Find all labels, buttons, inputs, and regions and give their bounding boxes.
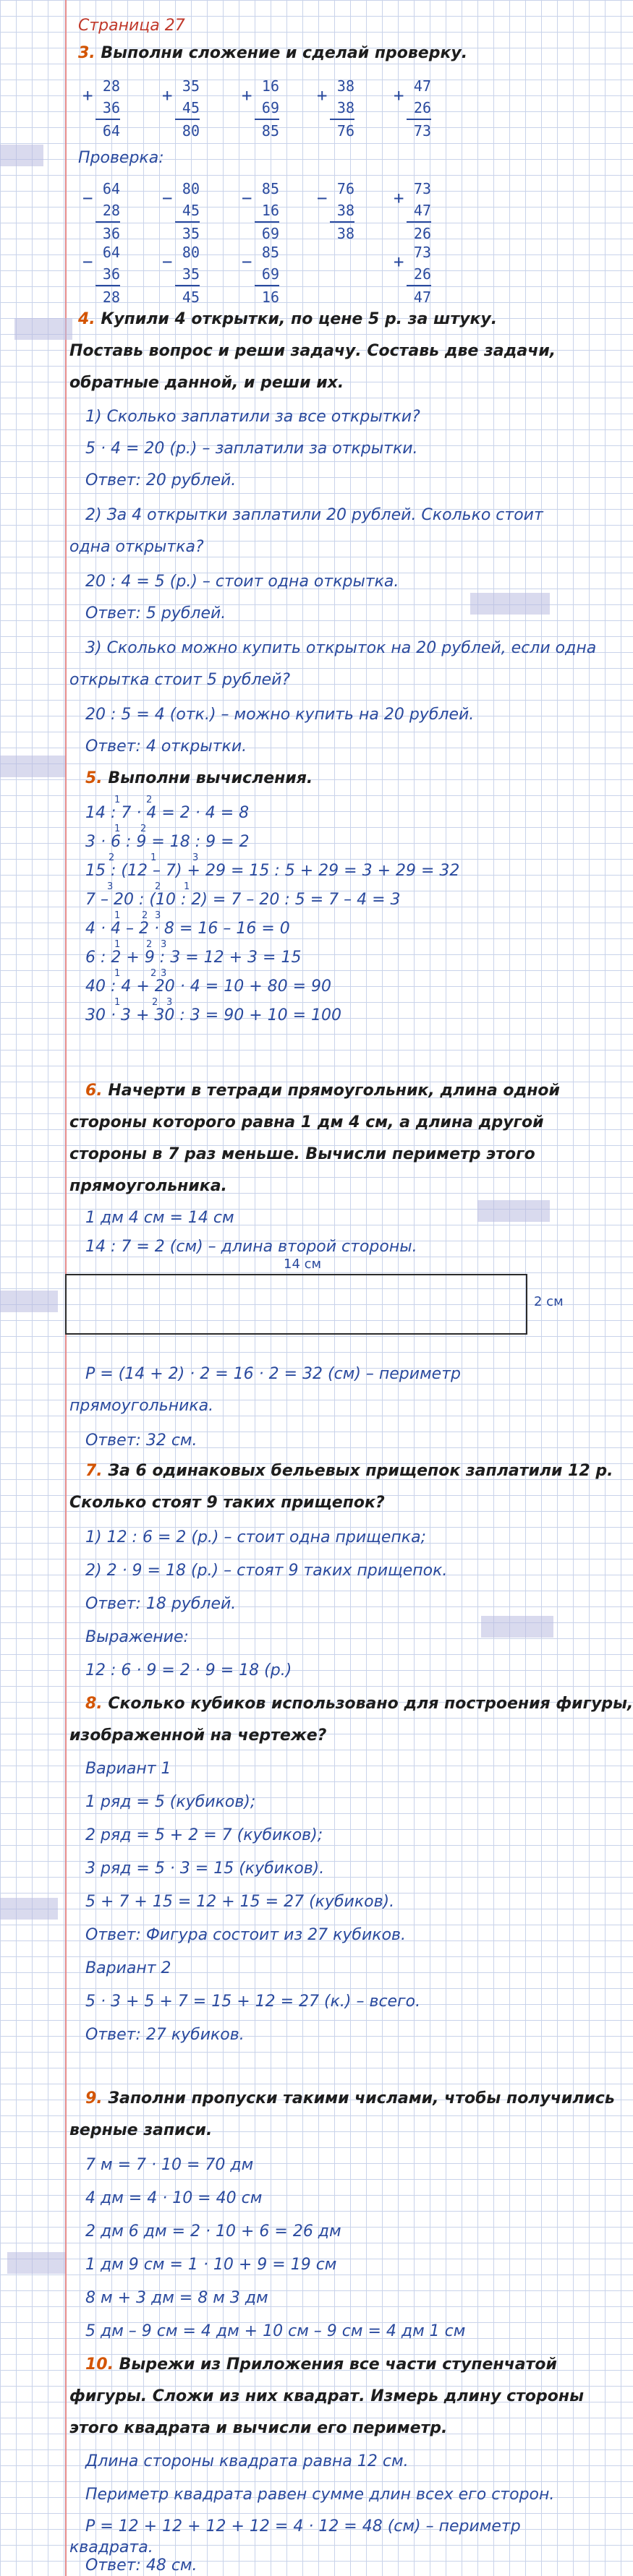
task-text: Начерти в тетради прямоугольник, длина одной [108, 1082, 560, 1100]
column-operand: 16 [261, 202, 279, 219]
task-4-line-1 [78, 309, 497, 330]
rect-width-label: 14 см [284, 1257, 322, 1272]
column-result: 76 [330, 119, 354, 142]
fill-row-4: 1 дм 9 см = 1 · 10 + 9 = 19 см [85, 2256, 337, 2274]
column-operand: 38 [336, 99, 354, 116]
task-6-line-2: стороны которого равна 1 дм 4 см, а длина другой [69, 1113, 544, 1131]
task-9-line-2: верные записи. [69, 2121, 213, 2139]
task-4-line-3: обратные данной, и реши их. [69, 374, 344, 392]
task-text: Сколько кубиков использовано для построения фигуры, [108, 1695, 633, 1713]
operator-sign: − [82, 188, 93, 208]
operation-order-number: 2 [142, 910, 148, 921]
solution-1: 1) 12 : 6 = 2 (р.) – стоит одна прищепка; [85, 1528, 426, 1546]
column-result: 36 [95, 221, 120, 244]
answer-2: Ответ: 27 кубиков. [85, 2026, 245, 2044]
column-result: 16 [255, 285, 279, 308]
operation-order-number: 2 [152, 997, 158, 1008]
watermark [470, 593, 550, 615]
subtraction-column [407, 241, 431, 308]
rectangle-drawing [65, 1274, 527, 1335]
watermark [0, 145, 43, 166]
task-3-heading [78, 43, 467, 64]
task-number: 8. [85, 1695, 103, 1713]
operation-order-number: 3 [161, 968, 167, 979]
column-operand: 64 [102, 244, 120, 261]
expression-label: Выражение: [85, 1628, 189, 1646]
column-operand: 38 [336, 202, 354, 219]
computation-row: 4 · 4 – 2 · 8 = 16 – 16 = 0 [85, 920, 290, 938]
task-4-line-2: Поставь вопрос и реши задачу. Составь две задачи, [69, 342, 556, 360]
column-operand: 80 [182, 180, 200, 197]
subtraction-column [255, 241, 279, 308]
operation-order-number: 1 [114, 939, 121, 950]
operation-order-number: 3 [107, 881, 114, 892]
column-operand: 47 [413, 77, 431, 95]
row-3: 3 ряд = 5 · 3 = 15 (кубиков). [85, 1860, 325, 1878]
operation-order-number: 2 [146, 939, 153, 950]
task-10-line-1 [85, 2355, 557, 2375]
column-operand: 64 [102, 180, 120, 197]
task-number: 6. [85, 1082, 103, 1100]
operator-sign: − [242, 188, 252, 208]
operation-order-number: 3 [166, 997, 173, 1008]
operation-order-number: 1 [114, 823, 121, 834]
subtraction-column [407, 178, 431, 244]
column-operand: 45 [182, 202, 200, 219]
operator-sign: + [82, 85, 93, 106]
task-number: 7. [85, 1462, 103, 1480]
column-operand: 16 [261, 77, 279, 95]
expression: 12 : 6 · 9 = 2 · 9 = 18 (р.) [85, 1661, 292, 1679]
question-2: 2) За 4 открытки заплатили 20 рублей. Сколько стоит [85, 506, 543, 524]
solution-3: P = 12 + 12 + 12 + 12 = 4 · 12 = 48 (см) – периметр [85, 2517, 521, 2536]
watermark [477, 1200, 550, 1222]
operation-order-number: 1 [114, 910, 121, 921]
operator-sign: − [162, 188, 173, 208]
operation-order-number: 2 [150, 968, 157, 979]
subtraction-column [330, 178, 354, 244]
task-text: За 6 одинаковых бельевых прищепок заплатили 12 р. [108, 1462, 613, 1480]
computation-row: 40 : 4 + 20 · 4 = 10 + 80 = 90 [85, 977, 332, 996]
column-operand: 69 [261, 265, 279, 283]
solution-2: 2) 2 · 9 = 18 (р.) – стоят 9 таких прищепок. [85, 1562, 448, 1580]
answer: Ответ: 32 см. [85, 1432, 197, 1450]
sum: 5 + 7 + 15 = 12 + 15 = 27 (кубиков). [85, 1893, 395, 1911]
solution-3-cont: квадрата. [69, 2538, 153, 2556]
solution-2: 14 : 7 = 2 (см) – длина второй стороны. [85, 1238, 417, 1256]
task-7-line-2: Сколько стоят 9 таких прищепок? [69, 1494, 385, 1512]
fill-row-1: 7 м = 7 · 10 = 70 дм [85, 2156, 254, 2174]
question-1: 1) Сколько заплатили за все открытки? [85, 408, 420, 426]
answer: Ответ: 18 рублей. [85, 1595, 237, 1613]
solution-1: 1 дм 4 см = 14 см [85, 1209, 234, 1227]
watermark [14, 318, 72, 340]
task-text: Выполни сложение и сделай проверку. [101, 44, 468, 62]
task-6-line-4: прямоугольника. [69, 1177, 227, 1195]
column-operand: 45 [182, 99, 200, 116]
subtraction-column [95, 178, 120, 244]
column-operand: 80 [182, 244, 200, 261]
task-10-line-2: фигуры. Сложи из них квадрат. Измерь длину стороны [69, 2387, 585, 2405]
solution-1: 5 · 4 = 20 (р.) – заплатили за открытки. [85, 440, 418, 458]
fill-row-5: 8 м + 3 дм = 8 м 3 дм [85, 2289, 268, 2307]
addition-column [255, 75, 279, 142]
operator-sign: + [394, 188, 404, 208]
operator-sign: + [162, 85, 173, 106]
computation-row: 6 : 2 + 9 : 3 = 12 + 3 = 15 [85, 949, 302, 967]
task-10-line-3: этого квадрата и вычисли его периметр. [69, 2419, 448, 2437]
column-result: 80 [175, 119, 200, 142]
operator-sign: − [317, 188, 328, 208]
operation-order-number: 2 [155, 881, 161, 892]
task-number: 5. [85, 769, 103, 787]
task-text: Выполни вычисления. [108, 769, 313, 787]
operator-sign: − [242, 252, 252, 272]
question-3-cont: открытка стоит 5 рублей? [69, 671, 291, 689]
solution-1: Длина стороны квадрата равна 12 см. [85, 2452, 409, 2470]
operation-order-number: 2 [146, 795, 153, 805]
question-2-cont: одна открытка? [69, 538, 204, 556]
watermark [481, 1616, 553, 1638]
task-number: 9. [85, 2089, 103, 2108]
task-text: Вырежи из Приложения все части ступенчатой [119, 2355, 557, 2374]
question-3: 3) Сколько можно купить открыток на 20 рублей, если одна [85, 639, 597, 657]
column-operand: 69 [261, 99, 279, 116]
column-operand: 85 [261, 180, 279, 197]
operator-sign: + [394, 252, 404, 272]
subtraction-column [175, 241, 200, 308]
addition-column [95, 75, 120, 142]
computation-row: 3 · 6 : 9 = 18 : 9 = 2 [85, 833, 250, 851]
column-operand: 38 [336, 77, 354, 95]
task-8-line-1 [85, 1694, 633, 1714]
operator-sign: + [317, 85, 328, 106]
task-text: Купили 4 открытки, по цене 5 р. за штуку. [101, 310, 498, 328]
subtraction-column [95, 241, 120, 308]
column-operand: 28 [102, 77, 120, 95]
row-1: 1 ряд = 5 (кубиков); [85, 1793, 256, 1811]
computation-row: 14 : 7 · 4 = 2 · 4 = 8 [85, 804, 250, 822]
task-9-line-1 [85, 2089, 615, 2109]
operation-order-number: 1 [114, 795, 121, 805]
operator-sign: + [242, 85, 252, 106]
column-operand: 73 [413, 180, 431, 197]
watermark [0, 1291, 58, 1312]
fill-row-6: 5 дм – 9 см = 4 дм + 10 см – 9 см = 4 дм 1 см [85, 2322, 466, 2340]
variant-2-label: Вариант 2 [85, 1959, 171, 1977]
answer-2: Ответ: 5 рублей. [85, 604, 226, 622]
operation-order-number: 1 [114, 968, 121, 979]
fill-row-2: 4 дм = 4 · 10 = 40 см [85, 2189, 263, 2207]
row-2: 2 ряд = 5 + 2 = 7 (кубиков); [85, 1826, 323, 1844]
column-result: 26 [407, 221, 431, 244]
operation-order-number: 1 [114, 997, 121, 1008]
task-text: Заполни пропуски такими числами, чтобы получились [108, 2089, 615, 2108]
variant-1-label: Вариант 1 [85, 1760, 171, 1778]
computation-row: 30 · 3 + 30 : 3 = 90 + 10 = 100 [85, 1006, 342, 1024]
task-5-heading [85, 769, 313, 789]
column-operand: 26 [413, 99, 431, 116]
column-operand: 26 [413, 265, 431, 283]
operation-order-number: 1 [184, 881, 190, 892]
operator-sign: − [162, 252, 173, 272]
addition-column [330, 75, 354, 142]
column-result: 85 [255, 119, 279, 142]
column-result: 64 [95, 119, 120, 142]
column-operand: 36 [102, 99, 120, 116]
fill-row-3: 2 дм 6 дм = 2 · 10 + 6 = 26 дм [85, 2222, 341, 2241]
task-number: 4. [78, 310, 95, 328]
answer-1: Ответ: Фигура состоит из 27 кубиков. [85, 1926, 406, 1944]
operation-order-number: 2 [109, 852, 115, 863]
operation-order-number: 2 [140, 823, 147, 834]
column-operand: 76 [336, 180, 354, 197]
solution-3: P = (14 + 2) · 2 = 16 · 2 = 32 (см) – периметр [85, 1365, 461, 1383]
addition-column [175, 75, 200, 142]
computation-row: 15 : (12 – 7) + 29 = 15 : 5 + 29 = 3 + 29 = 32 [85, 862, 460, 880]
solution-3: 20 : 5 = 4 (отк.) – можно купить на 20 рублей. [85, 706, 475, 724]
task-6-line-3: стороны в 7 раз меньше. Вычисли периметр этого [69, 1145, 535, 1163]
column-result: 47 [407, 285, 431, 308]
column-operand: 35 [182, 77, 200, 95]
task-6-line-1 [85, 1081, 560, 1101]
column-result: 28 [95, 285, 120, 308]
computation-row: 7 – 20 : (10 : 2) = 7 – 20 : 5 = 7 – 4 = 3 [85, 891, 401, 909]
answer-3: Ответ: 4 открытки. [85, 737, 247, 756]
check-label: Проверка: [78, 149, 164, 167]
subtraction-column [255, 178, 279, 244]
watermark [0, 1898, 58, 1920]
subtraction-column [175, 178, 200, 244]
column-result: 45 [175, 285, 200, 308]
operation-order-number: 3 [192, 852, 199, 863]
operation-order-number: 1 [150, 852, 157, 863]
column-operand: 28 [102, 202, 120, 219]
column-result: 69 [255, 221, 279, 244]
column-operand: 47 [413, 202, 431, 219]
task-8-line-2: изображенной на чертеже? [69, 1726, 327, 1745]
task-number: 3. [78, 44, 95, 62]
answer-1: Ответ: 20 рублей. [85, 471, 237, 489]
solution-variant-2: 5 · 3 + 5 + 7 = 15 + 12 = 27 (к.) – всего. [85, 1993, 421, 2011]
operator-sign: + [394, 85, 404, 106]
column-result: 73 [407, 119, 431, 142]
watermark [7, 2252, 65, 2274]
rect-height-label: 2 см [534, 1294, 564, 1309]
column-result: 38 [330, 221, 354, 244]
solution-2: 20 : 4 = 5 (р.) – стоит одна открытка. [85, 573, 399, 591]
column-operand: 85 [261, 244, 279, 261]
column-operand: 73 [413, 244, 431, 261]
task-number: 10. [85, 2355, 114, 2374]
operation-order-number: 3 [155, 910, 161, 921]
addition-column [407, 75, 431, 142]
solution-2: Периметр квадрата равен сумме длин всех его сторон. [85, 2486, 555, 2504]
task-7-line-1 [85, 1461, 613, 1481]
column-operand: 36 [102, 265, 120, 283]
solution-3-cont: прямоугольника. [69, 1397, 214, 1415]
column-operand: 35 [182, 265, 200, 283]
operator-sign: − [82, 252, 93, 272]
answer: Ответ: 48 см. [85, 2556, 197, 2575]
column-result: 35 [175, 221, 200, 244]
operation-order-number: 3 [161, 939, 167, 950]
watermark [0, 756, 65, 777]
page-title: Страница 27 [78, 17, 185, 35]
